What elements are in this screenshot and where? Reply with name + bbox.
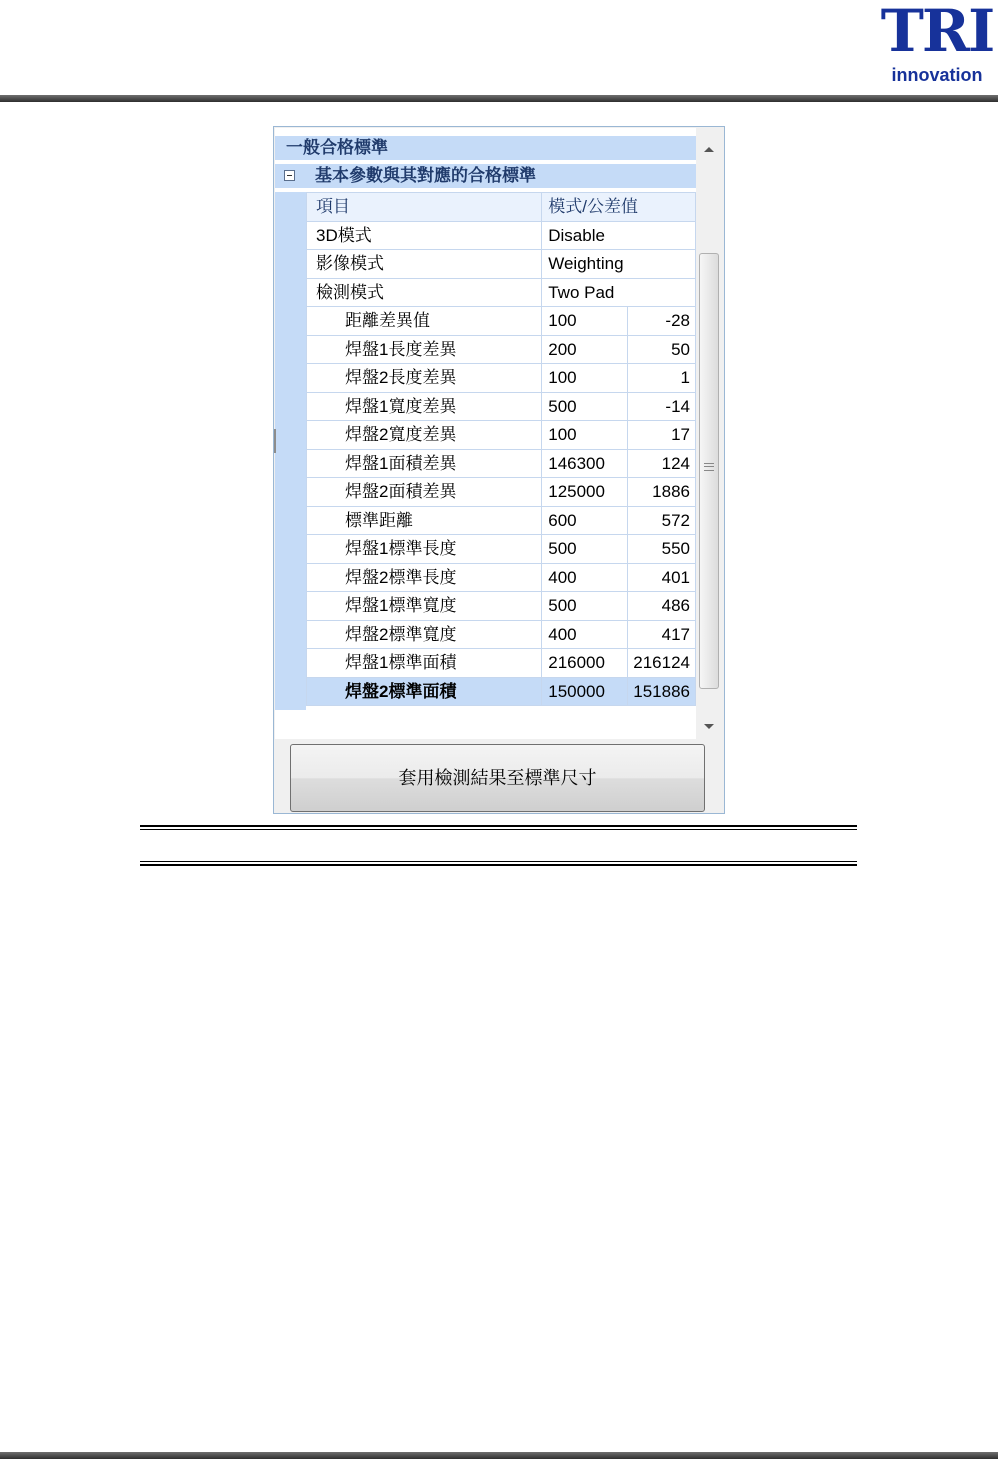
property-name: 焊盤2標準長度	[307, 563, 542, 592]
table-row[interactable]	[307, 421, 696, 450]
caption-rule-top	[140, 825, 857, 830]
standard-value[interactable]: 216000	[542, 649, 628, 678]
scroll-thumb[interactable]	[699, 253, 719, 689]
property-value[interactable]: Two Pad	[542, 278, 696, 307]
property-table	[306, 192, 696, 706]
property-value[interactable]: Disable	[542, 221, 696, 250]
standard-value[interactable]: 500	[542, 535, 628, 564]
measured-value[interactable]: 17	[628, 421, 696, 450]
logo-subtitle: innovation	[891, 65, 983, 85]
measured-value[interactable]: 1886	[628, 478, 696, 507]
subcategory-row[interactable]	[275, 164, 696, 188]
property-name: 3D模式	[307, 221, 542, 250]
property-name: 焊盤2長度差異	[307, 364, 542, 393]
table-header	[307, 193, 696, 222]
standard-value[interactable]: 500	[542, 392, 628, 421]
header-divider	[0, 95, 998, 102]
table-row[interactable]	[307, 563, 696, 592]
measured-value[interactable]: 486	[628, 592, 696, 621]
table-row[interactable]	[307, 535, 696, 564]
table-row[interactable]	[307, 278, 696, 307]
table-row[interactable]	[307, 449, 696, 478]
property-name: 焊盤1標準面積	[307, 649, 542, 678]
measured-value[interactable]: 124	[628, 449, 696, 478]
standard-value[interactable]: 100	[542, 364, 628, 393]
property-name: 焊盤1長度差異	[307, 335, 542, 364]
measured-value[interactable]: 1	[628, 364, 696, 393]
property-name: 焊盤1標準長度	[307, 535, 542, 564]
footer-divider	[0, 1452, 998, 1459]
table-row[interactable]	[307, 478, 696, 507]
scroll-down-icon[interactable]	[704, 724, 714, 729]
category-label: 一般合格標準	[286, 138, 388, 157]
category-row[interactable]	[275, 136, 696, 160]
logo-mark: TRI	[880, 0, 994, 65]
column-header-value: 模式/公差值	[542, 193, 696, 222]
measured-value[interactable]: 401	[628, 563, 696, 592]
property-name: 焊盤1標準寬度	[307, 592, 542, 621]
property-panel	[273, 126, 725, 814]
splitter-mark	[274, 429, 276, 453]
measured-value[interactable]: -14	[628, 392, 696, 421]
property-name: 焊盤1寬度差異	[307, 392, 542, 421]
vertical-scrollbar[interactable]	[696, 127, 724, 739]
property-name: 焊盤2寬度差異	[307, 421, 542, 450]
subcategory-label: 基本參數與其對應的合格標準	[315, 166, 536, 185]
table-row[interactable]	[307, 364, 696, 393]
standard-value[interactable]: 400	[542, 620, 628, 649]
measured-value[interactable]: 417	[628, 620, 696, 649]
standard-value[interactable]: 100	[542, 421, 628, 450]
property-name: 影像模式	[307, 250, 542, 279]
table-row[interactable]	[307, 335, 696, 364]
company-logo	[878, 2, 996, 88]
standard-value[interactable]: 125000	[542, 478, 628, 507]
collapse-icon[interactable]	[284, 170, 295, 181]
table-row[interactable]	[307, 649, 696, 678]
standard-value[interactable]: 500	[542, 592, 628, 621]
apply-results-button[interactable]: 套用檢測結果至標準尺寸	[290, 744, 705, 812]
property-name: 標準距離	[307, 506, 542, 535]
standard-value[interactable]: 150000	[542, 677, 628, 706]
measured-value[interactable]: 572	[628, 506, 696, 535]
standard-value[interactable]: 600	[542, 506, 628, 535]
property-name: 檢測模式	[307, 278, 542, 307]
caption-rule-bottom	[140, 859, 857, 866]
grid-left-margin	[275, 192, 306, 710]
table-row[interactable]	[307, 506, 696, 535]
property-name: 焊盤2標準面積	[307, 677, 542, 706]
standard-value[interactable]: 100	[542, 307, 628, 336]
standard-value[interactable]: 146300	[542, 449, 628, 478]
measured-value[interactable]: 50	[628, 335, 696, 364]
measured-value[interactable]: 550	[628, 535, 696, 564]
scroll-grip-icon	[704, 463, 714, 471]
table-row[interactable]	[307, 392, 696, 421]
measured-value[interactable]: 216124	[628, 649, 696, 678]
standard-value[interactable]: 200	[542, 335, 628, 364]
column-header-item: 項目	[307, 193, 542, 222]
property-value[interactable]: Weighting	[542, 250, 696, 279]
measured-value[interactable]: -28	[628, 307, 696, 336]
table-row[interactable]	[307, 592, 696, 621]
scroll-up-icon[interactable]	[704, 147, 714, 152]
property-name: 焊盤2面積差異	[307, 478, 542, 507]
property-grid[interactable]	[275, 128, 696, 739]
standard-value[interactable]: 400	[542, 563, 628, 592]
table-row[interactable]	[307, 677, 696, 706]
table-row[interactable]	[307, 620, 696, 649]
property-name: 距離差異值	[307, 307, 542, 336]
property-name: 焊盤1面積差異	[307, 449, 542, 478]
measured-value[interactable]: 151886	[628, 677, 696, 706]
property-name: 焊盤2標準寬度	[307, 620, 542, 649]
table-row[interactable]	[307, 221, 696, 250]
table-row[interactable]	[307, 250, 696, 279]
table-row[interactable]	[307, 307, 696, 336]
